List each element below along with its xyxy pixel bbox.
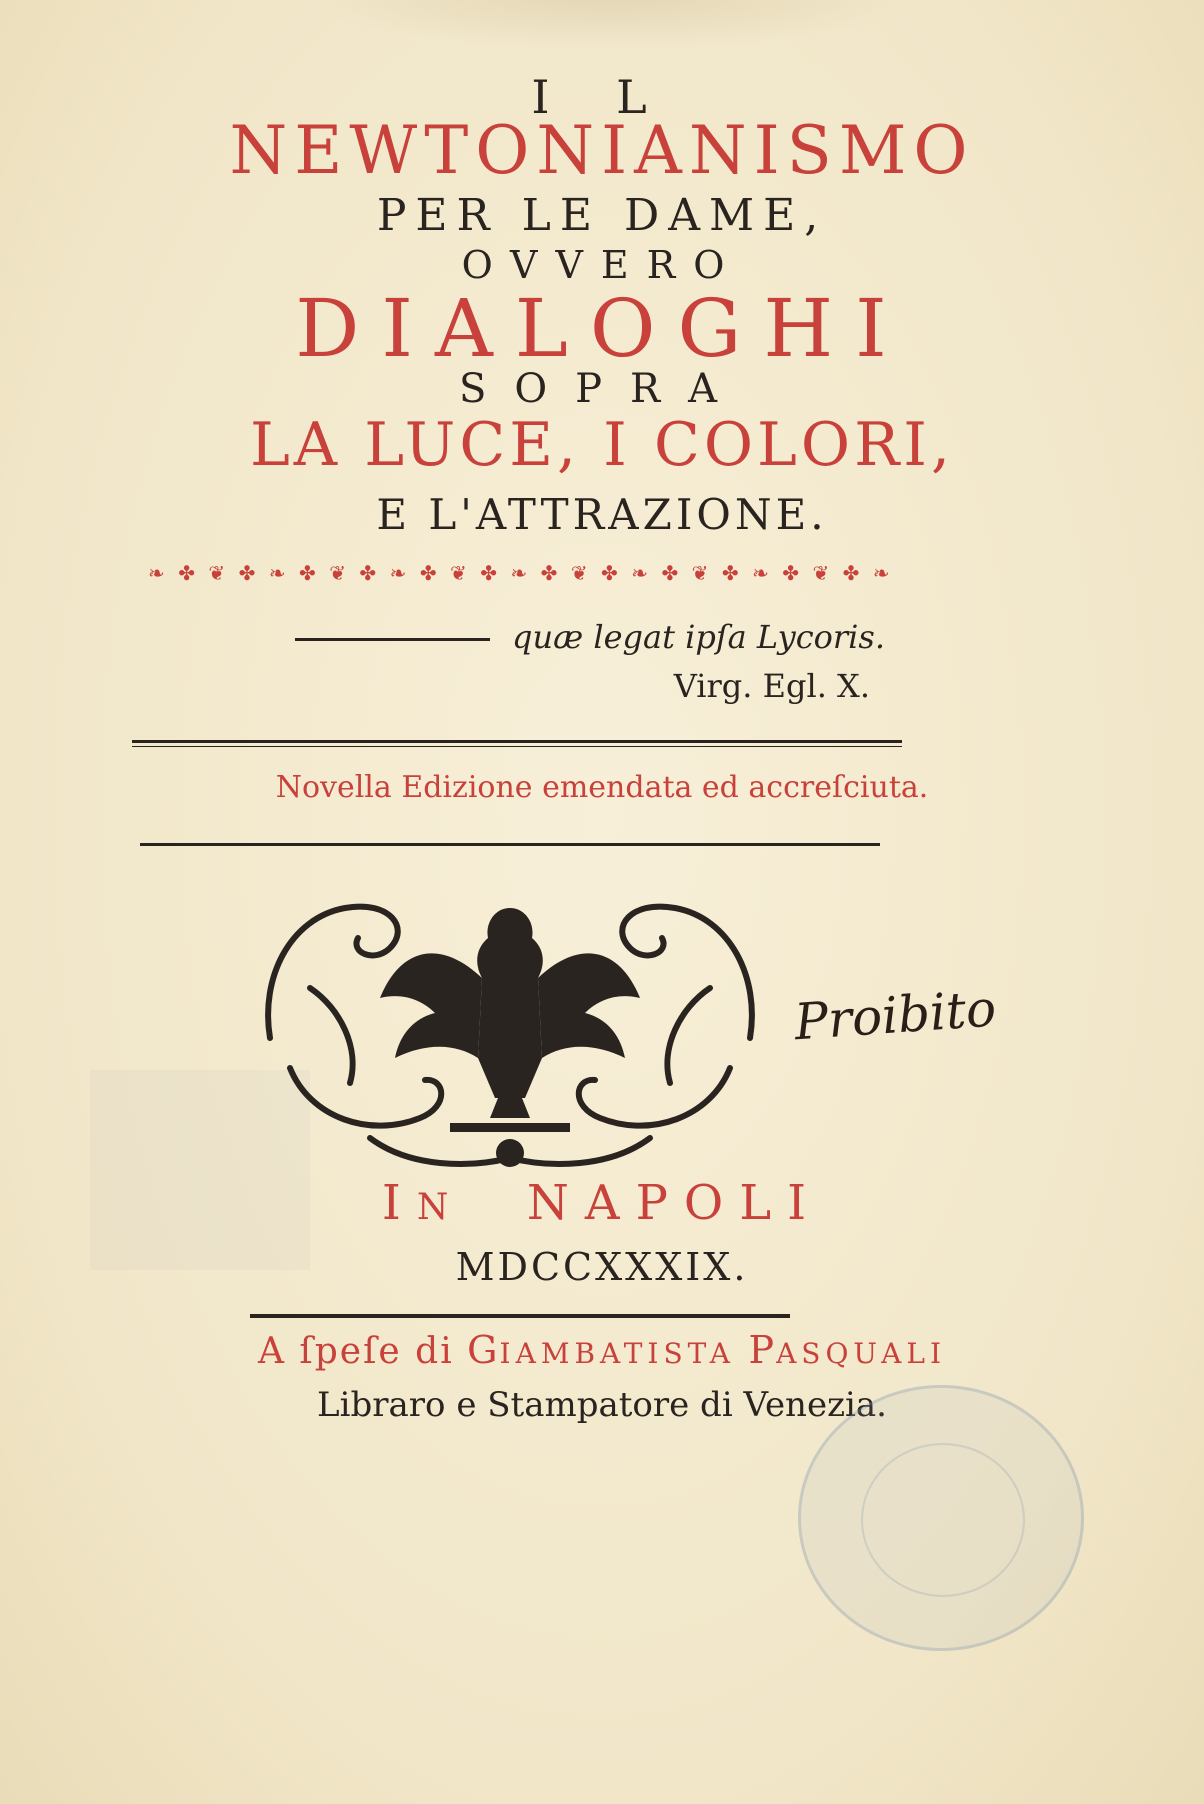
imprint-year: MDCCXXXIX.	[455, 1245, 749, 1289]
title-line-ovvero: OVVERO	[461, 243, 743, 287]
publisher-last-cap: P	[748, 1328, 777, 1372]
epigraph-quote: quæ legat ipſa Lycoris.	[512, 618, 885, 656]
publisher-prefix: A ſpeſe di	[257, 1331, 454, 1372]
library-stamp-inner	[861, 1443, 1025, 1597]
imprint-publisher	[0, 1328, 1204, 1372]
title-line-dialoghi: DIALOGHI	[295, 282, 909, 375]
imprint-place-prefix: I	[381, 1175, 417, 1231]
edition-statement: Novella Edizione emendata ed accreſciuta.	[275, 770, 929, 805]
imprint-place-main: NAPOLI	[526, 1175, 823, 1231]
title-line-il: I L	[531, 70, 673, 124]
imprint-publisher-line2: Libraro e Stampatore di Venezia.	[317, 1385, 887, 1425]
title-line-newtonianismo: NEWTONIANISMO	[229, 112, 975, 189]
title-line-luce-colori: LA LUCE, I COLORI,	[249, 410, 955, 480]
rule-top-thin	[132, 746, 902, 747]
handwritten-note: Proibito	[792, 979, 998, 1052]
title-line-sopra: SOPRA	[458, 366, 746, 412]
eagle-woodcut-icon	[250, 868, 770, 1178]
imprint-place-small: N	[416, 1187, 465, 1228]
library-stamp-icon	[798, 1385, 1084, 1651]
rule-imprint	[250, 1314, 790, 1318]
publisher-last-rest: ASQUALI	[776, 1337, 947, 1370]
imprint-place	[0, 1175, 1204, 1231]
rule-top	[132, 740, 902, 743]
publisher-first-cap: G	[467, 1328, 500, 1372]
title-line-attrazione: E L'ATTRAZIONE.	[376, 490, 828, 539]
publisher-first-rest: IAMBATISTA	[499, 1337, 736, 1370]
paper-stain	[300, 0, 920, 50]
rule-bottom	[140, 843, 880, 846]
epigraph-dash	[295, 638, 490, 641]
title-line-per-le-dame: PER LE DAME,	[376, 190, 828, 241]
epigraph	[295, 618, 885, 658]
epigraph-source: Virg. Egl. X.	[673, 667, 870, 705]
fleuron-border-icon: ❧ ✤ ❦ ✤ ❧ ✤ ❦ ✤ ❧ ✤ ❦ ✤ ❧ ✤ ❦ ✤ ❧ ✤ ❦ ✤ ❧ ✤ ❦ ✤ ❧	[148, 561, 890, 585]
